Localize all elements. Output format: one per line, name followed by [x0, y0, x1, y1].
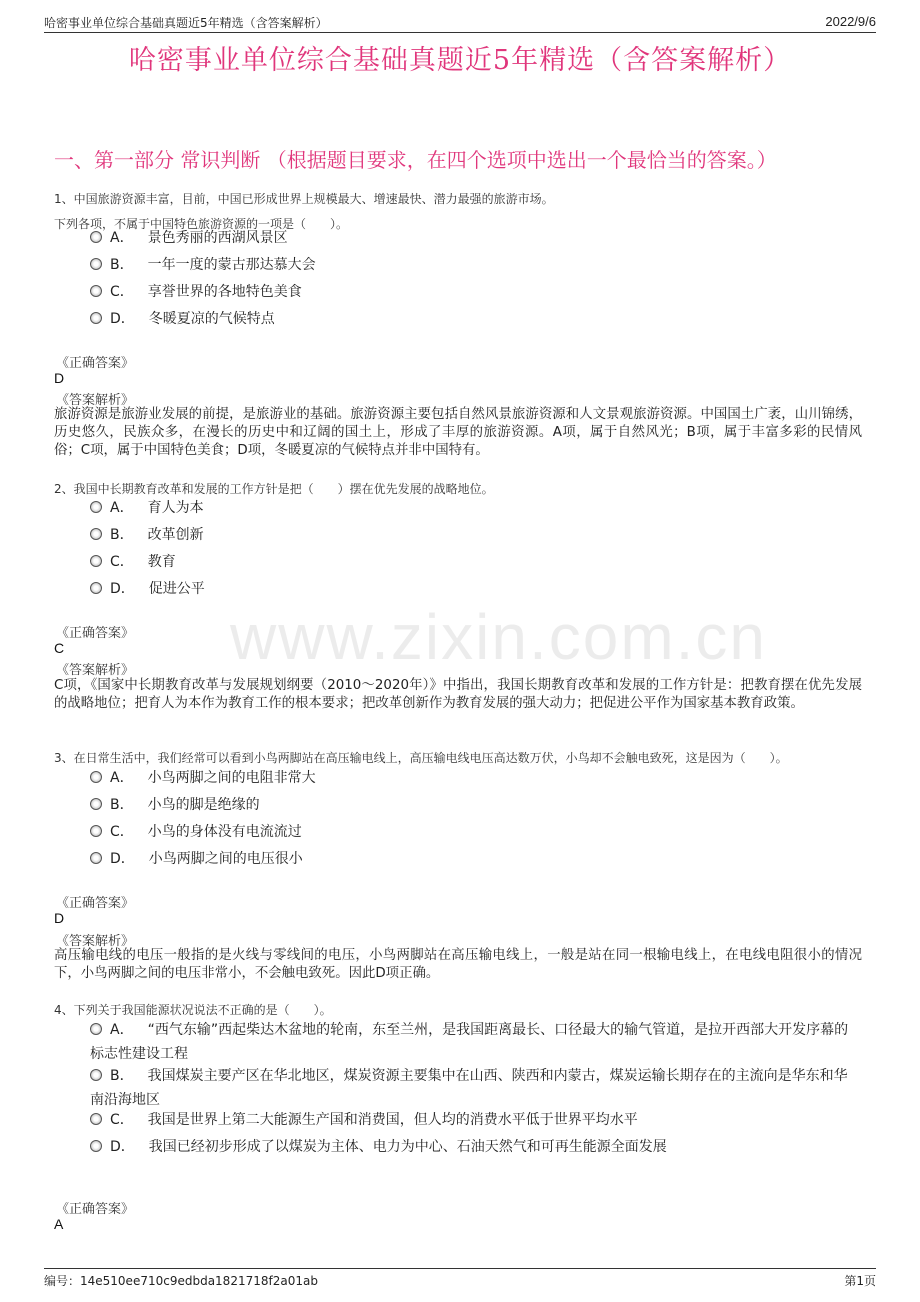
option-3b[interactable]: B． 小鸟的脚是绝缘的: [90, 793, 860, 817]
page-footer: [44, 1268, 876, 1288]
option-3c[interactable]: C． 小鸟的身体没有电流流过: [90, 820, 860, 844]
option-4d[interactable]: D． 我国已经初步形成了以煤炭为主体、电力为中心、石油天然气和可再生能源全面发展: [90, 1135, 860, 1159]
analysis-label: 《答案解析》: [56, 663, 135, 678]
radio-icon[interactable]: [90, 1023, 102, 1035]
radio-icon[interactable]: [90, 285, 102, 297]
option-2d[interactable]: D． 促进公平: [90, 577, 860, 601]
answer-4: A: [54, 1216, 64, 1232]
answer-3: D: [54, 910, 65, 926]
radio-icon[interactable]: [90, 501, 102, 513]
option-1a[interactable]: A． 景色秀丽的西湖风景区: [90, 226, 860, 250]
radio-icon[interactable]: [90, 1140, 102, 1152]
section-title: 一、第一部分 常识判断 （根据题目要求，在四个选项中选出一个最恰当的答案。）: [54, 148, 777, 172]
answer-label: 《正确答案》: [56, 356, 135, 371]
radio-icon[interactable]: [90, 798, 102, 810]
analysis-label: 《答案解析》: [56, 393, 135, 408]
radio-icon[interactable]: [90, 1069, 102, 1081]
watermark: www.zixin.com.cn: [230, 601, 767, 673]
question-subtext: 下列各项，不属于中国特色旅游资源的一项是（ ）。: [54, 217, 349, 231]
option-4a[interactable]: A． “西气东输”西起柴达木盆地的轮南，东至兰州，是我国距离最长、口径最大的输气管道，是拉开西部大开发序幕的标志性建设工程: [90, 1022, 849, 1062]
header-date: 2022/9/6: [825, 14, 876, 29]
option-1d[interactable]: D． 冬暖夏凉的气候特点: [90, 307, 860, 331]
question-text: 1、中国旅游资源丰富，目前，中国已形成世界上规模最大、增速最快、潜力最强的旅游市场。: [54, 192, 554, 206]
option-2b[interactable]: B． 改革创新: [90, 523, 860, 547]
question-3-stem: 3、在日常生活中，我们经常可以看到小鸟两脚站在高压输电线上，高压输电线电压高达数万伏，小鸟却不会触电致死，这是因为（ ）。: [54, 751, 788, 765]
radio-icon[interactable]: [90, 528, 102, 540]
option-4c[interactable]: C． 我国是世界上第二大能源生产国和消费国，但人均的消费水平低于世界平均水平: [90, 1108, 860, 1132]
radio-icon[interactable]: [90, 555, 102, 567]
radio-icon[interactable]: [90, 582, 102, 594]
page-header: [44, 12, 876, 33]
radio-icon[interactable]: [90, 312, 102, 324]
radio-icon[interactable]: [90, 258, 102, 270]
analysis-1: 旅游资源是旅游业发展的前提，是旅游业的基础。旅游资源主要包括自然风景旅游资源和人文景观旅游资源。中国国土广袤，山川锦绣，历史悠久，民族众多，在漫长的历史中和辽阔的国土上，形成了丰厚的旅游资源。A项，属于自然风光；B项，属于丰富多彩的民情风俗；C项，属于中国特色美食；D项，冬暖夏凉的气候特点并非中国特有。: [54, 407, 862, 458]
analysis-label: 《答案解析》: [56, 934, 135, 949]
footer-page-number: 第1页: [844, 1274, 876, 1288]
radio-icon[interactable]: [90, 1113, 102, 1125]
answer-label: 《正确答案》: [56, 1202, 135, 1217]
option-3d[interactable]: D． 小鸟两脚之间的电压很小: [90, 847, 860, 871]
analysis-2: C项，《国家中长期教育改革与发展规划纲要（2010～2020年）》中指出，我国长期教育改革和发展的工作方针是：把教育摆在优先发展的战略地位；把育人为本作为教育工作的根本要求；把改革创新作为教育发展的强大动力；把促进公平作为国家基本教育政策。: [54, 678, 862, 711]
question-2-stem: 2、我国中长期教育改革和发展的工作方针是把（ ）摆在优先发展的战略地位。: [54, 482, 494, 496]
question-4-stem: 4、下列关于我国能源状况说法不正确的是（ ）。: [54, 1003, 332, 1017]
option-1b[interactable]: B． 一年一度的蒙古那达慕大会: [90, 253, 860, 277]
header-doc-title: 哈密事业单位综合基础真题近5年精选（含答案解析）: [44, 16, 328, 30]
option-2c[interactable]: C． 教育: [90, 550, 860, 574]
answer-label: 《正确答案》: [56, 896, 135, 911]
option-1c[interactable]: C． 享誉世界的各地特色美食: [90, 280, 860, 304]
document-title: 哈密事业单位综合基础真题近5年精选（含答案解析）: [128, 45, 792, 76]
analysis-3: 高压输电线的电压一般指的是火线与零线间的电压，小鸟两脚站在高压输电线上，一般是站在同一根输电线上，在电线电阻很小的情况下，小鸟两脚之间的电压非常小，不会触电致死。因此D项正确。: [54, 948, 862, 981]
footer-code: 编号：14e510ee710c9edbda1821718f2a01ab: [44, 1274, 318, 1288]
radio-icon[interactable]: [90, 825, 102, 837]
radio-icon[interactable]: [90, 852, 102, 864]
answer-2: C: [54, 640, 65, 656]
option-2a[interactable]: A． 育人为本: [90, 496, 860, 520]
option-3a[interactable]: A． 小鸟两脚之间的电阻非常大: [90, 766, 860, 790]
radio-icon[interactable]: [90, 231, 102, 243]
option-4b[interactable]: B． 我国煤炭主要产区在华北地区，煤炭资源主要集中在山西、陕西和内蒙古，煤炭运输长期存在的主流向是华东和华南沿海地区: [90, 1068, 848, 1108]
answer-1: D: [54, 370, 65, 386]
answer-label: 《正确答案》: [56, 626, 135, 641]
radio-icon[interactable]: [90, 771, 102, 783]
